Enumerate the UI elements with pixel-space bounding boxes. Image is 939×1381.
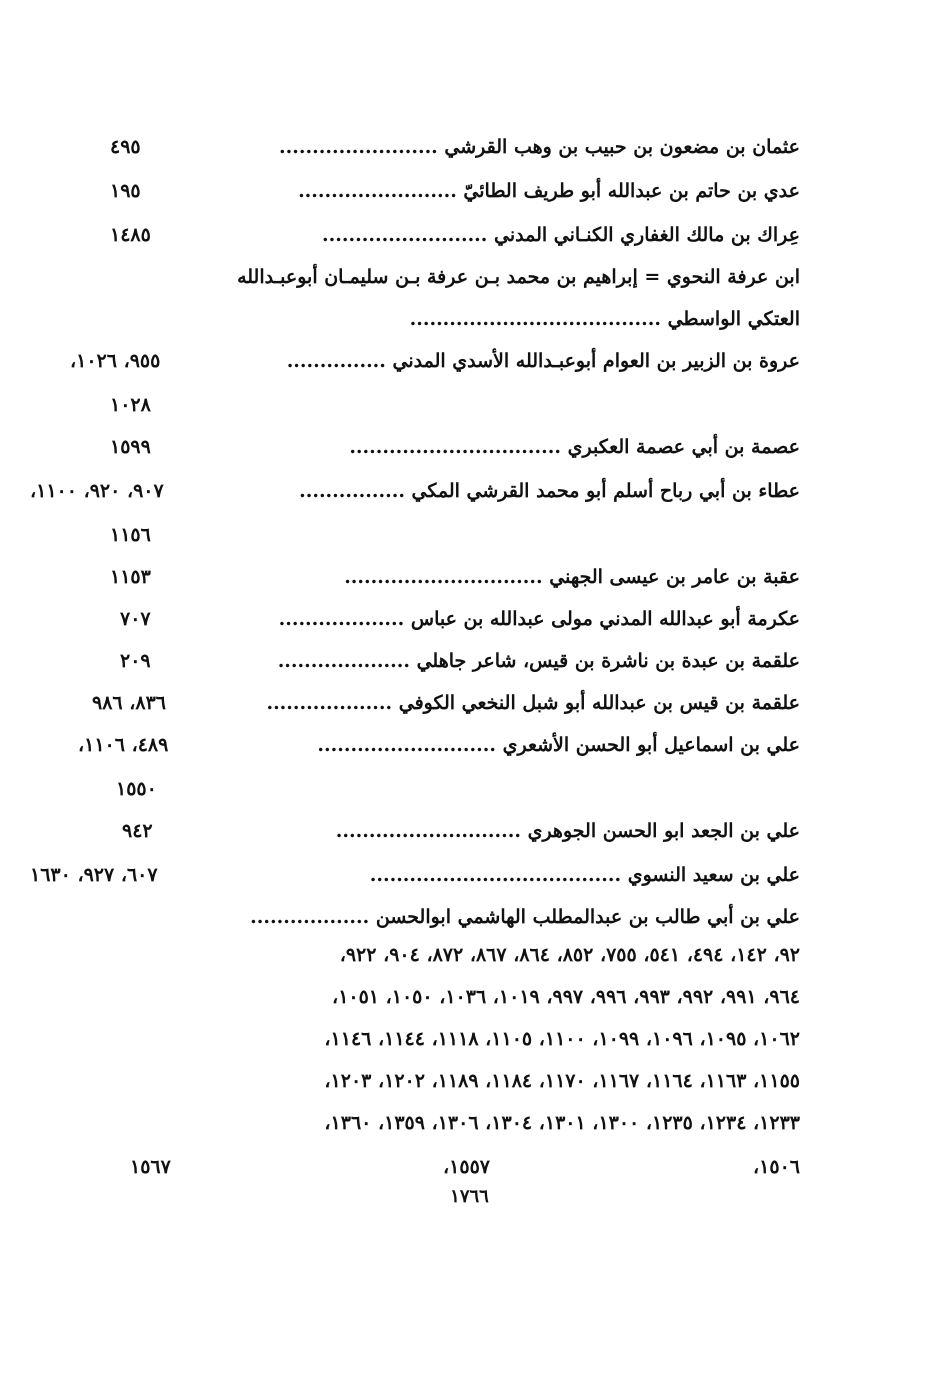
entry-pages: ١٤٨٥	[110, 224, 151, 246]
entry-pages: ١٩٥	[110, 180, 141, 202]
page-number: ١٥٥٧،	[443, 1156, 490, 1178]
page-number: ١٥٦٧	[130, 1156, 171, 1178]
entry-pages: ٢٠٩	[120, 650, 151, 672]
index-entry-continuation	[30, 770, 800, 814]
entry-pages: ٩٥٥، ١٠٢٦،	[70, 350, 161, 372]
page-numbers-line: ١١٥٥، ١١٦٣، ١١٦٤، ١١٦٧، ١١٧٠، ١١٨٤، ١١٨٩، ١٢٠٢، ١٢٠٣،	[324, 1070, 800, 1092]
entry-pages: ١١٥٣	[110, 566, 151, 588]
index-entry	[30, 342, 800, 386]
entry-pages: ٦٠٧، ٩٢٧، ١٦٣٠	[30, 864, 158, 886]
index-entry	[30, 558, 800, 602]
entry-name: علي بن أبي طالب بن عبدالمطلب الهاشمي ابوالحسن ..................	[250, 906, 800, 928]
entry-name: ابن عرفة النحوي = إبراهيم بن محمد بـن عرفة بـن سليمـان أبوعبـدالله	[237, 266, 800, 288]
page-numbers-line: ٩٦٤، ٩٩١، ٩٩٢، ٩٩٣، ٩٩٦، ٩٩٧، ١٠١٩، ١٠٣٦، ١٠٥٠، ١٠٥١،	[332, 986, 800, 1008]
entry-name: علي بن اسماعيل أبو الحسن الأشعري ...........................	[317, 734, 800, 756]
entry-name: عثمان بن مضعون بن حبيب بن وهب القرشي ........................	[279, 136, 800, 158]
index-entry	[30, 128, 800, 172]
index-entry	[30, 472, 800, 516]
index-entry	[30, 812, 800, 856]
index-entry	[30, 856, 800, 900]
entry-name: العتكي الواسطي ......................................	[409, 308, 800, 330]
index-entry-continuation	[30, 516, 800, 560]
entry-name: علقمة بن عبدة بن ناشرة بن قيس، شاعر جاهلي ....................	[277, 650, 800, 672]
index-entry	[30, 428, 800, 472]
entry-pages: ٩٤٢	[122, 820, 153, 842]
entry-name: علي بن الجعد ابو الحسن الجوهري ............................	[335, 820, 800, 842]
entry-name: عروة بن الزبير بن العوام أبوعبـدالله الأسدي المدني ...............	[286, 350, 800, 372]
entry-name: عصمة بن أبي عصمة العكبري ................................	[349, 436, 800, 458]
entry-name: عدي بن حاتم بن عبدالله أبو طريف الطائيّ ........................	[298, 180, 800, 202]
page-numbers-line: ١٢٣٣، ١٢٣٤، ١٢٣٥، ١٣٠٠، ١٣٠١، ١٣٠٤، ١٣٠٦، ١٣٥٩، ١٣٦٠،	[324, 1112, 800, 1134]
index-entry	[30, 726, 800, 770]
page-number: ١٥٠٦،	[753, 1156, 800, 1178]
page-folio: ١٧٦٦	[450, 1186, 489, 1207]
index-entry	[30, 600, 800, 644]
index-entry	[30, 898, 800, 942]
page-numbers-last-line	[130, 1148, 800, 1188]
index-entry-continuation	[30, 386, 800, 430]
entry-name: عقبة بن عامر بن عيسى الجهني ..............................	[344, 566, 800, 588]
entry-pages: ١١٥٦	[110, 524, 151, 546]
index-entry	[30, 642, 800, 686]
index-entry	[30, 684, 800, 728]
entry-pages: ٤٨٩، ١١٠٦،	[78, 734, 169, 756]
page-numbers-line: ١٠٦٢، ١٠٩٥، ١٠٩٦، ١٠٩٩، ١١٠٠، ١١٠٥، ١١١٨، ١١٤٤، ١١٤٦،	[324, 1028, 800, 1050]
entry-pages: ١٠٢٨	[110, 394, 151, 416]
entry-name: علي بن سعيد النسوي ......................................	[369, 864, 800, 886]
entry-name: عكرمة أبو عبدالله المدني مولى عبدالله بن عباس ...................	[278, 608, 800, 630]
index-entry	[30, 216, 800, 260]
entry-pages: ٨٣٦، ٩٨٦	[92, 692, 166, 714]
index-entry	[30, 258, 800, 302]
entry-pages: ١٥٥٠	[116, 778, 157, 800]
index-entry	[30, 172, 800, 216]
entry-pages: ٤٩٥	[110, 136, 141, 158]
entry-name: عطاء بن أبي رباح أسلم أبو محمد القرشي المكي ................	[299, 480, 800, 502]
entry-pages: ٧٠٧	[120, 608, 151, 630]
entry-pages: ١٥٩٩	[110, 436, 151, 458]
entry-name: عِراك بن مالك الغفاري الكنـاني المدني .........................	[322, 224, 800, 246]
page-numbers-line: ٩٢، ١٤٢، ٤٩٤، ٥٤١، ٧٥٥، ٨٥٢، ٨٦٤، ٨٦٧، ٨٧٢، ٩٠٤، ٩٢٢،	[339, 944, 800, 966]
entry-name: علقمة بن قيس بن عبدالله أبو شبل النخعي الكوفي ...................	[266, 692, 800, 714]
entry-pages: ٩٠٧، ٩٢٠، ١١٠٠،	[30, 480, 164, 502]
index-entry-continuation	[30, 300, 800, 344]
